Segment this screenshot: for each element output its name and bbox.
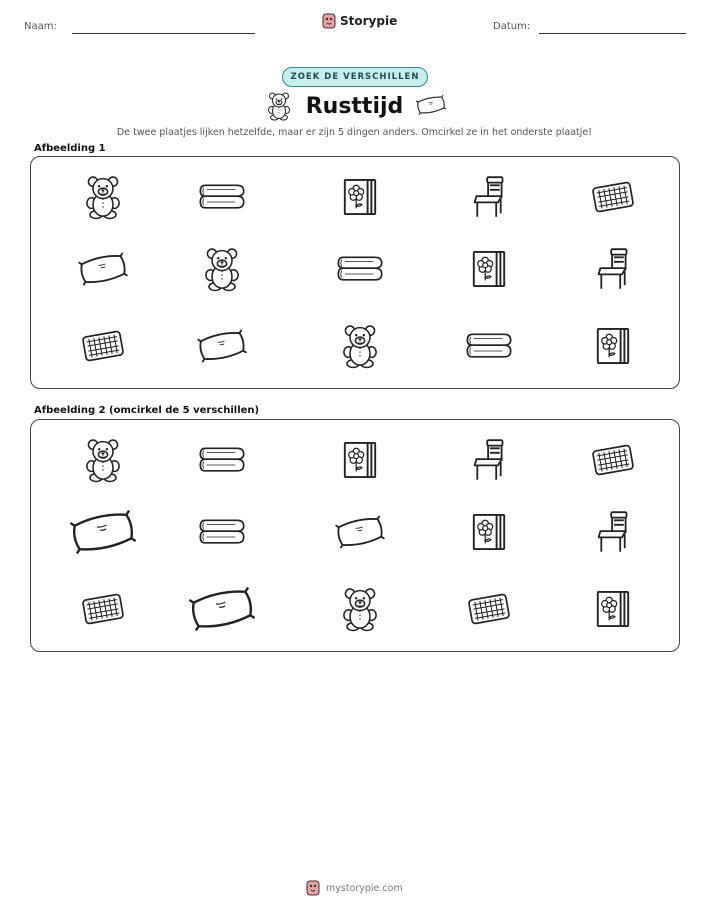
date-label: Datum:	[493, 21, 531, 32]
title-pillow-icon	[414, 94, 448, 116]
picture1-label: Afbeelding 1	[34, 143, 106, 154]
brand-name: Storypie	[340, 14, 398, 28]
blanket-icon	[464, 329, 514, 363]
pillow-icon[interactable]	[333, 514, 387, 550]
picture2-panel[interactable]	[30, 419, 680, 652]
chair-icon[interactable]	[471, 436, 507, 484]
activity-badge: ZOEK DE VERSCHILLEN	[282, 67, 428, 87]
name-field-line[interactable]	[72, 33, 255, 34]
pillow-icon[interactable]	[186, 585, 258, 633]
teddy-bear-icon[interactable]	[337, 584, 383, 634]
chair-icon	[595, 245, 631, 293]
name-label: Naam:	[24, 21, 57, 32]
book-icon	[341, 176, 379, 218]
storypie-mascot-icon	[322, 13, 336, 29]
footer-url[interactable]: mystorypie.com	[326, 882, 403, 894]
book-icon[interactable]	[341, 439, 379, 481]
mat-icon	[77, 329, 129, 363]
storypie-mascot-icon	[306, 880, 320, 896]
instructions: De twee plaatjes lijken hetzelfde, maar er zijn 5 dingen anders. Omcirkel ze in het onderste plaatje!	[116, 127, 593, 138]
picture1-panel	[30, 156, 680, 389]
teddy-bear-icon	[199, 244, 245, 294]
blanket-icon	[197, 180, 247, 214]
page-title: Rusttijd	[305, 94, 404, 119]
book-icon[interactable]	[594, 588, 632, 630]
blanket-icon[interactable]	[197, 515, 247, 549]
blanket-icon	[335, 252, 385, 286]
teddy-bear-icon[interactable]	[80, 435, 126, 485]
book-icon[interactable]	[470, 511, 508, 553]
mat-icon[interactable]	[587, 443, 639, 477]
mat-icon[interactable]	[77, 592, 129, 626]
pillow-icon	[76, 251, 130, 287]
pillow-icon[interactable]	[67, 508, 139, 556]
mat-icon[interactable]	[463, 592, 515, 626]
picture2-label: Afbeelding 2 (omcirkel de 5 verschillen)	[34, 405, 260, 416]
book-icon	[594, 325, 632, 367]
book-icon	[470, 248, 508, 290]
footer	[306, 880, 403, 896]
brand-logo	[322, 13, 397, 29]
chair-icon[interactable]	[595, 508, 631, 556]
teddy-bear-icon	[80, 172, 126, 222]
mat-icon	[587, 180, 639, 214]
chair-icon	[471, 173, 507, 221]
teddy-bear-icon	[337, 321, 383, 371]
pillow-icon	[195, 328, 249, 364]
date-field-line[interactable]	[539, 33, 686, 34]
blanket-icon[interactable]	[197, 443, 247, 477]
